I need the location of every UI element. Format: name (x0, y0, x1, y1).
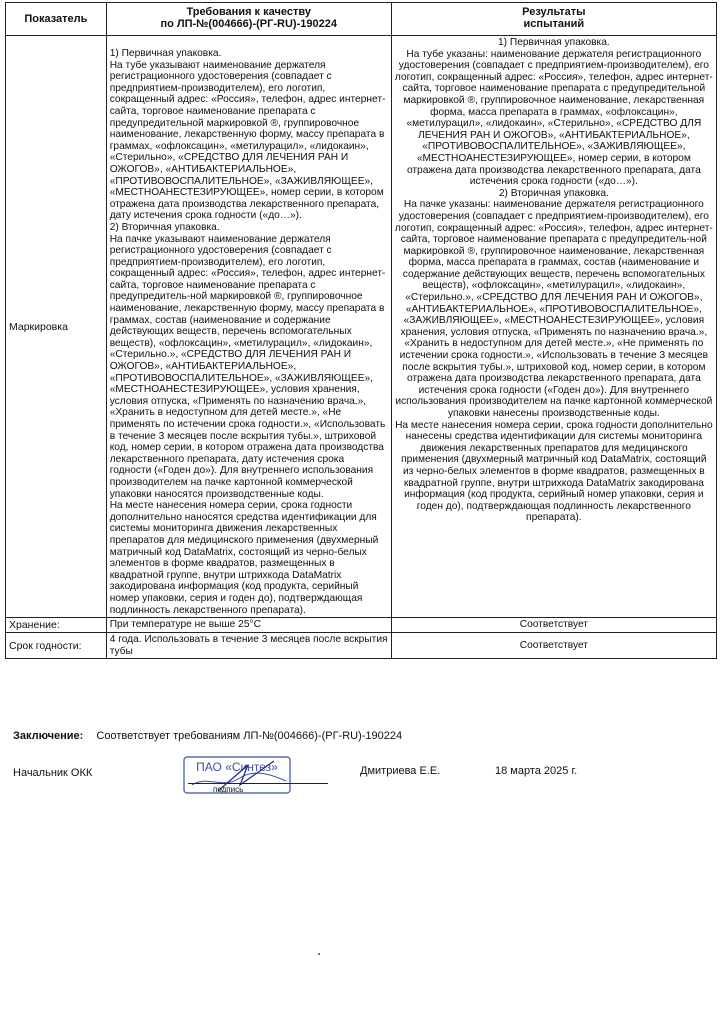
signature-caption: подпись (213, 785, 244, 794)
header-results: Результаты испытаний (391, 3, 716, 36)
marking-requirement: 1) Первичная упаковка. На тубе указывают наименование держателя регистрационного удостоверения (совпадает с предприятием-производителем), его логотип, сокращенный адрес: «Россия», телефон, адрес интернет-сайта, торговое наименование препарата с предупредительной маркировкой ®, группировочное наименование, лекарственную форму, массу препарата в граммах, «офлоксацин», «метилурацил», «лидокаин», «Стерильно», «СРЕДСТВО ДЛЯ ЛЕЧЕНИЯ РАН И ОЖОГОВ», «АНТИБАКТЕРИАЛЬНОЕ», «ПРОТИВОВОСПАЛИТЕЛЬНОЕ», «ЗАЖИВЛЯЮЩЕЕ», «МЕСТНОАНЕСТЕЗИРУЮЩЕЕ», номер серии, в котором отражена дата производства лекарственного препарата, дату истечения срока годности («до…»). 2) Вторичная упаковка. На пачке указывают наименование держателя регистрационного удостоверения (совпадает с предприятием-производителем), его логотип, сокращенный адрес: «Россия», телефон, адрес интернет-сайта, торговое наименование препарата с предупредитель-ной маркировкой ®, группировочное наименование, лекарственную форму, массу препарата в граммах, состав (наименование и содержание действующих веществ, перечень вспомогательных веществ), «офлоксацин», «метилурацил», «лидокаин», «Стерильно.», «СРЕДСТВО ДЛЯ ЛЕЧЕНИЯ РАН И ОЖОГОВ», «АНТИБАКТЕРИАЛЬНОЕ», «ПРОТИВОВОСПАЛИТЕЛЬНОЕ», «ЗАЖИВЛЯЮЩЕЕ», «МЕСТНОАНЕСТЕЗИРУЮЩЕЕ», условия хранения, условия отпуска, «Применять по назначению врача.», «Хранить в недоступном для детей месте.», «Не применять по истечении срока годности.», «Использовать в течение 3 месяцев после вскрытия тубы.», штриховой код, номер серии, в котором отражена дата производства лекарственного препарата, дату истечения срока годности («Годен до»). Для внутреннего использования производителем на пачке картонной коммерческой упаковки наносятся производственные коды. На месте нанесения номера серии, срока годности дополнительно наносятся средства идентификации для системы мониторинга движения лекарственных препаратов для медицинского применения (двухмерный матричный код DataMatrix, состоящий из черно-белых элементов в форме квадратов, размещенных в квадратной группе, внутри штрихкода DataMatrix закодирована информация (код продукта, серийный номер упаковки, серия и годен до), подтверждающая подлинность лекарственного препарата). (106, 36, 391, 618)
signature-line (188, 783, 328, 784)
signature-block (13, 760, 713, 825)
stamp-text: ПАО «Синтез» (196, 760, 278, 774)
conclusion-text: Соответствует требованиям ЛП-№(004666)-(РГ-RU)-190224 (96, 730, 403, 742)
shelf-life-requirement: 4 года. Использовать в течение 3 месяцев после вскрытия тубы (106, 633, 391, 659)
header-indicator: Показатель (6, 3, 107, 36)
row-label-marking: Маркировка (6, 36, 107, 618)
shelf-life-result: Соответствует (391, 633, 716, 659)
row-label-shelf-life: Срок годности: (6, 633, 107, 659)
storage-requirement: При температуре не выше 25°С (106, 618, 391, 633)
storage-result: Соответствует (391, 618, 716, 633)
quality-table (5, 2, 717, 659)
row-label-storage: Хранение: (6, 618, 107, 633)
marking-result: 1) Первичная упаковка. На тубе указаны: наименование держателя регистрационного удостоверения (совпадает с предприятием-производителем), его логотип, сокращенный адрес: «Россия», телефон, адрес интернет-сайта, торговое наименование препарата с предупредительной маркировкой ®, группировочное наименование, лекарственная форма, масса препарата в граммах, «офлоксацин», «метилурацил», «лидокаин», «Стерильно», «СРЕДСТВО ДЛЯ ЛЕЧЕНИЯ РАН И ОЖОГОВ», «АНТИБАКТЕРИАЛЬНОЕ», «ПРОТИВОВОСПАЛИТЕЛЬНОЕ», «ЗАЖИВЛЯЮЩЕЕ», «МЕСТНОАНЕСТЕЗИРУЮЩЕЕ», номер серии, в котором отражена дата производства лекарственного препарата, дата истечения срока годности («до…»). 2) Вторичная упаковка. На пачке указаны: наименование держателя регистрационного удостоверения (совпадает с предприятием-производителем), его логотип, сокращенный адрес: «Россия», телефон, адрес интернет-сайта, торговое наименование препарата с предупредитель-ной маркировкой ®, группировочное наименование, лекарственная форма, масса препарата в граммах, состав (наименование и содержание действующих веществ, перечень вспомогательных веществ), «офлоксацин», «метилурацил», «лидокаин», «Стерильно.», «СРЕДСТВО ДЛЯ ЛЕЧЕНИЯ РАН И ОЖОГОВ», «АНТИБАКТЕРИАЛЬНОЕ», «ПРОТИВОВОСПАЛИТЕЛЬНОЕ», «ЗАЖИВЛЯЮЩЕЕ», «МЕСТНОАНЕСТЕЗИРУЮЩЕЕ», условия хранения, условия отпуска, «Применять по назначению врача.», «Хранить в недоступном для детей месте.», «Не применять по истечении срока годности.», «Использовать в течение 3 месяцев после вскрытия тубы.», штриховой код, номер серии, в котором отражена дата производства лекарственного препарата, дата истечения срока годности («Годен до»). Для внутреннего использования производителем на пачке картонной коммерческой упаковки нанесены производственные коды. На месте нанесения номера серии, срока годности дополнительно нанесены средства идентификации для системы мониторинга движения лекарственных препаратов для медицинского применения (двухмерный матричный код DataMatrix, состоящий из черно-белых элементов в форме квадратов, размещенных в квадратной группе, внутри штрихкода DataMatrix закодирована информация (код продукта, серийный номер упаковки, серия и годен до), подтверждающая подлинность лекарственного препарата). (391, 36, 716, 618)
header-requirements: Требования к качеству по ЛП-№(004666)-(РГ-RU)-190224 (106, 3, 391, 36)
table-header-row (6, 3, 717, 36)
signer-position: Начальник ОКК (13, 767, 93, 779)
signer-name: Дмитриева Е.Е. (360, 765, 441, 777)
signature-date: 18 марта 2025 г. (495, 765, 578, 777)
table-row (6, 618, 717, 633)
conclusion-label: Заключение: (13, 730, 84, 742)
conclusion (13, 730, 402, 742)
table-row (6, 633, 717, 659)
table-row (6, 36, 717, 618)
scan-speck (318, 953, 320, 955)
